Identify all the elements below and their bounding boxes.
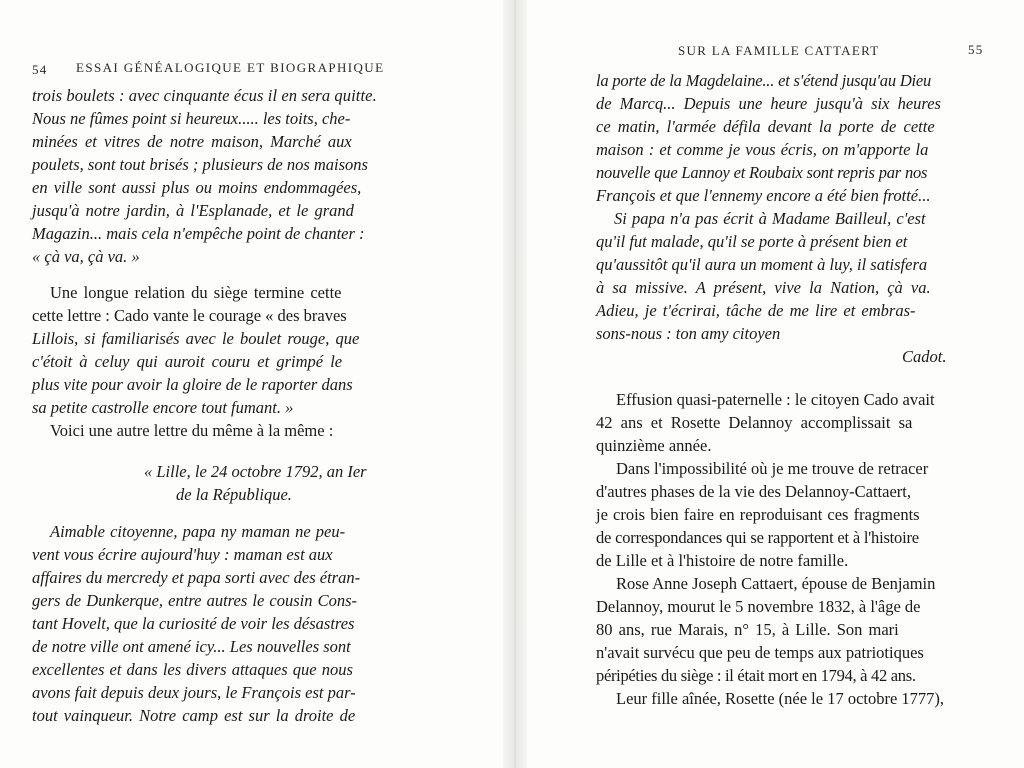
text-line: de correspondances qui se rapportent et à l'histoire (596, 528, 919, 547)
text-line: vent vous écrire aujourd'huy : maman est aux (32, 545, 333, 564)
text-line: cette lettre : Cado vante le courage « des braves (32, 306, 347, 325)
text-line: qu'aussitôt qu'il aura un moment à luy, il satisfera (596, 255, 928, 274)
letter-dateline: « Lille, le 24 octobre 1792, an Ier (144, 462, 367, 481)
text-line: maison : et comme je vous écris, on m'apporte la (596, 140, 929, 159)
text-line: Magazin... mais cela n'empêche point de chanter : (32, 224, 365, 243)
text-line: Delannoy, mourut le 5 novembre 1832, à l'âge de (596, 597, 921, 616)
text-line: Rose Anne Joseph Cattaert, épouse de Benjamin (616, 574, 936, 593)
text-line: Une longue relation du siège termine cette (50, 283, 342, 302)
text-line: affaires du mercredy et papa sorti avec des étran- (32, 568, 361, 587)
text-line: tout vainqueur. Notre camp est sur la droite de (32, 706, 356, 725)
text-line: gers de Dunkerque, entre autres le cousin Cons- (32, 591, 358, 610)
left-page (30, 0, 430, 768)
text-line: c'étoit à celuy qui auroit couru et grimpé le (32, 352, 343, 371)
text-line: Effusion quasi-paternelle : le citoyen Cado avait (616, 390, 935, 409)
text-line: Lillois, si familiarisés avec le boulet rouge, que (32, 329, 360, 348)
right-running-head: SUR LA FAMILLE CATTAERT (678, 43, 880, 58)
text-line: de notre ville ont amené icy... Les nouvelles sont (32, 637, 351, 656)
text-line: en ville sont aussi plus ou moins endommagées, (32, 178, 362, 197)
text-line: d'autres phases de la vie des Delannoy-Cattaert, (596, 482, 911, 501)
left-page-number: 54 (32, 62, 48, 77)
text-line: François et que l'ennemy encore a été bien frotté... (596, 186, 931, 205)
text-line: qu'il fut malade, qu'il se porte à présent bien et (596, 232, 908, 251)
text-line: 42 ans et Rosette Delannoy accomplissait sa (596, 413, 913, 432)
text-line: plus vite pour avoir la gloire de le raporter dans (32, 375, 353, 394)
text-line: ce matin, l'armée défila devant la porte de cette (596, 117, 935, 136)
text-line: Aimable citoyenne, papa ny maman ne peu- (50, 522, 346, 541)
book-gutter (503, 0, 527, 768)
text-line: je crois bien faire en reproduisant ces fragments (596, 505, 920, 524)
text-line: minées et vitres de notre maison, Marché aux (32, 132, 352, 151)
text-line: Si papa n'a pas écrit à Madame Bailleul, c'est (614, 209, 926, 228)
text-line: 80 ans, rue Marais, n° 15, à Lille. Son mari (596, 620, 899, 639)
right-page (596, 0, 991, 768)
letter-signature: Cadot. (902, 347, 947, 366)
text-line: « çà va, çà va. » (32, 247, 140, 266)
right-page-number: 55 (968, 42, 984, 57)
text-line: sa petite castrolle encore tout fumant. » (32, 398, 294, 417)
text-line: n'avait survécu que peu de temps aux patriotiques (596, 643, 924, 662)
text-line: de Lille et à l'histoire de notre famille. (596, 551, 849, 570)
text-line: jusqu'à notre jardin, à l'Esplanade, et le grand (32, 201, 354, 220)
text-line: poulets, sont tout brisés ; plusieurs de nos maisons (32, 155, 368, 174)
text-line: avons fait depuis deux jours, le François est par- (32, 683, 356, 702)
text-line: Dans l'impossibilité où je me trouve de retracer (616, 459, 929, 478)
text-line: Adieu, je t'écrirai, tâche de me lire et embras- (596, 301, 916, 320)
letter-dateline: de la République. (176, 485, 292, 504)
text-line: de Marcq... Depuis une heure jusqu'à six heures (596, 94, 941, 113)
text-line: nouvelle que Lannoy et Roubaix sont repris par nos (596, 163, 928, 182)
text-line: à sa missive. A présent, vive la Nation, çà va. (596, 278, 931, 297)
text-line: Voici une autre lettre du même à la même : (50, 421, 334, 440)
text-line: sons-nous : ton amy citoyen (596, 324, 781, 343)
text-line: quinzième année. (596, 436, 712, 455)
text-line: Nous ne fûmes point si heureux..... les toits, che- (32, 109, 351, 128)
text-line: trois boulets : avec cinquante écus il en sera quitte. (32, 86, 377, 105)
text-line: excellentes et dans les divers attaques que nous (32, 660, 353, 679)
text-line: la porte de la Magdelaine... et s'étend jusqu'au Dieu (596, 71, 932, 90)
text-line: tant Hovelt, que la curiosité de voir les désastres (32, 614, 355, 633)
left-running-head: ESSAI GÉNÉALOGIQUE ET BIOGRAPHIQUE (76, 60, 385, 75)
text-line: péripéties du siège : il était mort en 1794, à 42 ans. (596, 666, 916, 685)
text-line: Leur fille aînée, Rosette (née le 17 octobre 1777), (616, 689, 945, 708)
